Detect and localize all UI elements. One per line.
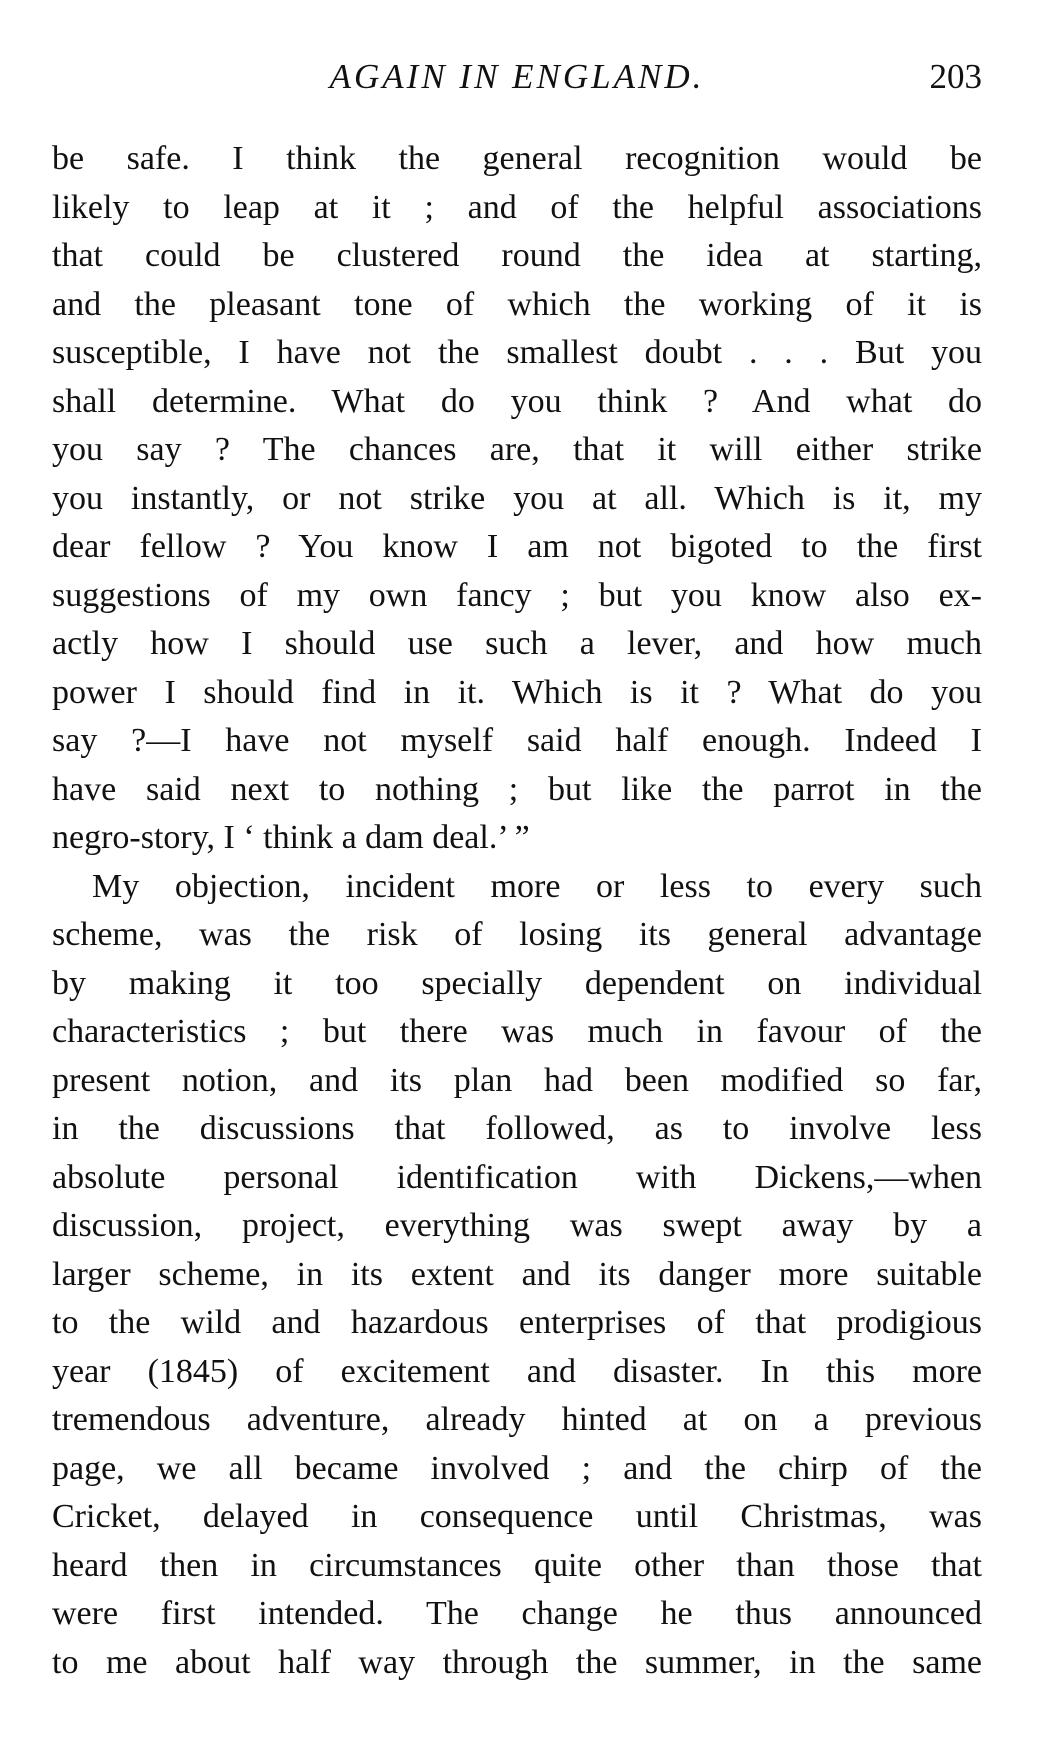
text-line: page, we all became involved ; and the chirp of the (52, 1449, 982, 1487)
text-line: by making it too specially dependent on individual (52, 964, 982, 1002)
text-line: say ?—I have not myself said half enough. Indeed I (52, 722, 982, 759)
text-line: heard then in circumstances quite other than those that (52, 1546, 982, 1584)
text-line: you instantly, or not strike you at all. Which is it, my (52, 479, 982, 517)
text-line: characteristics ; but there was much in favour of the (52, 1013, 982, 1050)
text-line: shall determine. What do you think ? And what do (52, 382, 982, 420)
text-line: scheme, was the risk of losing its general advantage (52, 916, 982, 953)
running-title: AGAIN IN ENGLAND. (329, 57, 705, 96)
text-line: year (1845) of excitement and disaster. In this more (52, 1352, 982, 1390)
text-line: suggestions of my own fancy ; but you know also ex- (52, 576, 982, 614)
text-line: dear fellow ? You know I am not bigoted to the first (52, 528, 982, 565)
text-line: absolute personal identification with Dickens,—when (52, 1158, 982, 1196)
text-line: negro-story, I ‘ think a dam deal.’ ” (52, 819, 530, 856)
text-line: you say ? The chances are, that it will either strike (52, 431, 982, 468)
page-number: 203 (929, 57, 982, 96)
text-line: in the discussions that followed, as to involve less (52, 1110, 982, 1147)
text-line: that could be clustered round the idea at starting, (52, 237, 982, 274)
text-line: to the wild and hazardous enterprises of that prodigious (52, 1304, 982, 1341)
text-line: be safe. I think the general recognition would be (52, 140, 982, 177)
text-line: likely to leap at it ; and of the helpful associations (52, 188, 982, 226)
body-text (52, 135, 982, 1687)
text-line: susceptible, I have not the smallest doubt . . . But you (52, 334, 982, 371)
paragraph-start-line: My objection, incident more or less to every such (92, 867, 982, 905)
text-line: Cricket, delayed in consequence until Christmas, was (52, 1498, 982, 1535)
text-line: tremendous adventure, already hinted at on a previous (52, 1401, 982, 1438)
text-line: present notion, and its plan had been modified so far, (52, 1061, 982, 1099)
text-line: to me about half way through the summer, in the same (52, 1643, 982, 1681)
text-line: have said next to nothing ; but like the parrot in the (52, 770, 982, 808)
text-line: larger scheme, in its extent and its danger more suitable (52, 1255, 982, 1293)
text-line: discussion, project, everything was swept away by a (52, 1207, 982, 1244)
text-line: actly how I should use such a lever, and how much (52, 625, 982, 662)
text-line: and the pleasant tone of which the working of it is (52, 285, 982, 323)
text-line: power I should find in it. Which is it ? What do you (52, 673, 982, 711)
running-head (52, 52, 982, 102)
text-line: were first intended. The change he thus announced (52, 1595, 982, 1632)
